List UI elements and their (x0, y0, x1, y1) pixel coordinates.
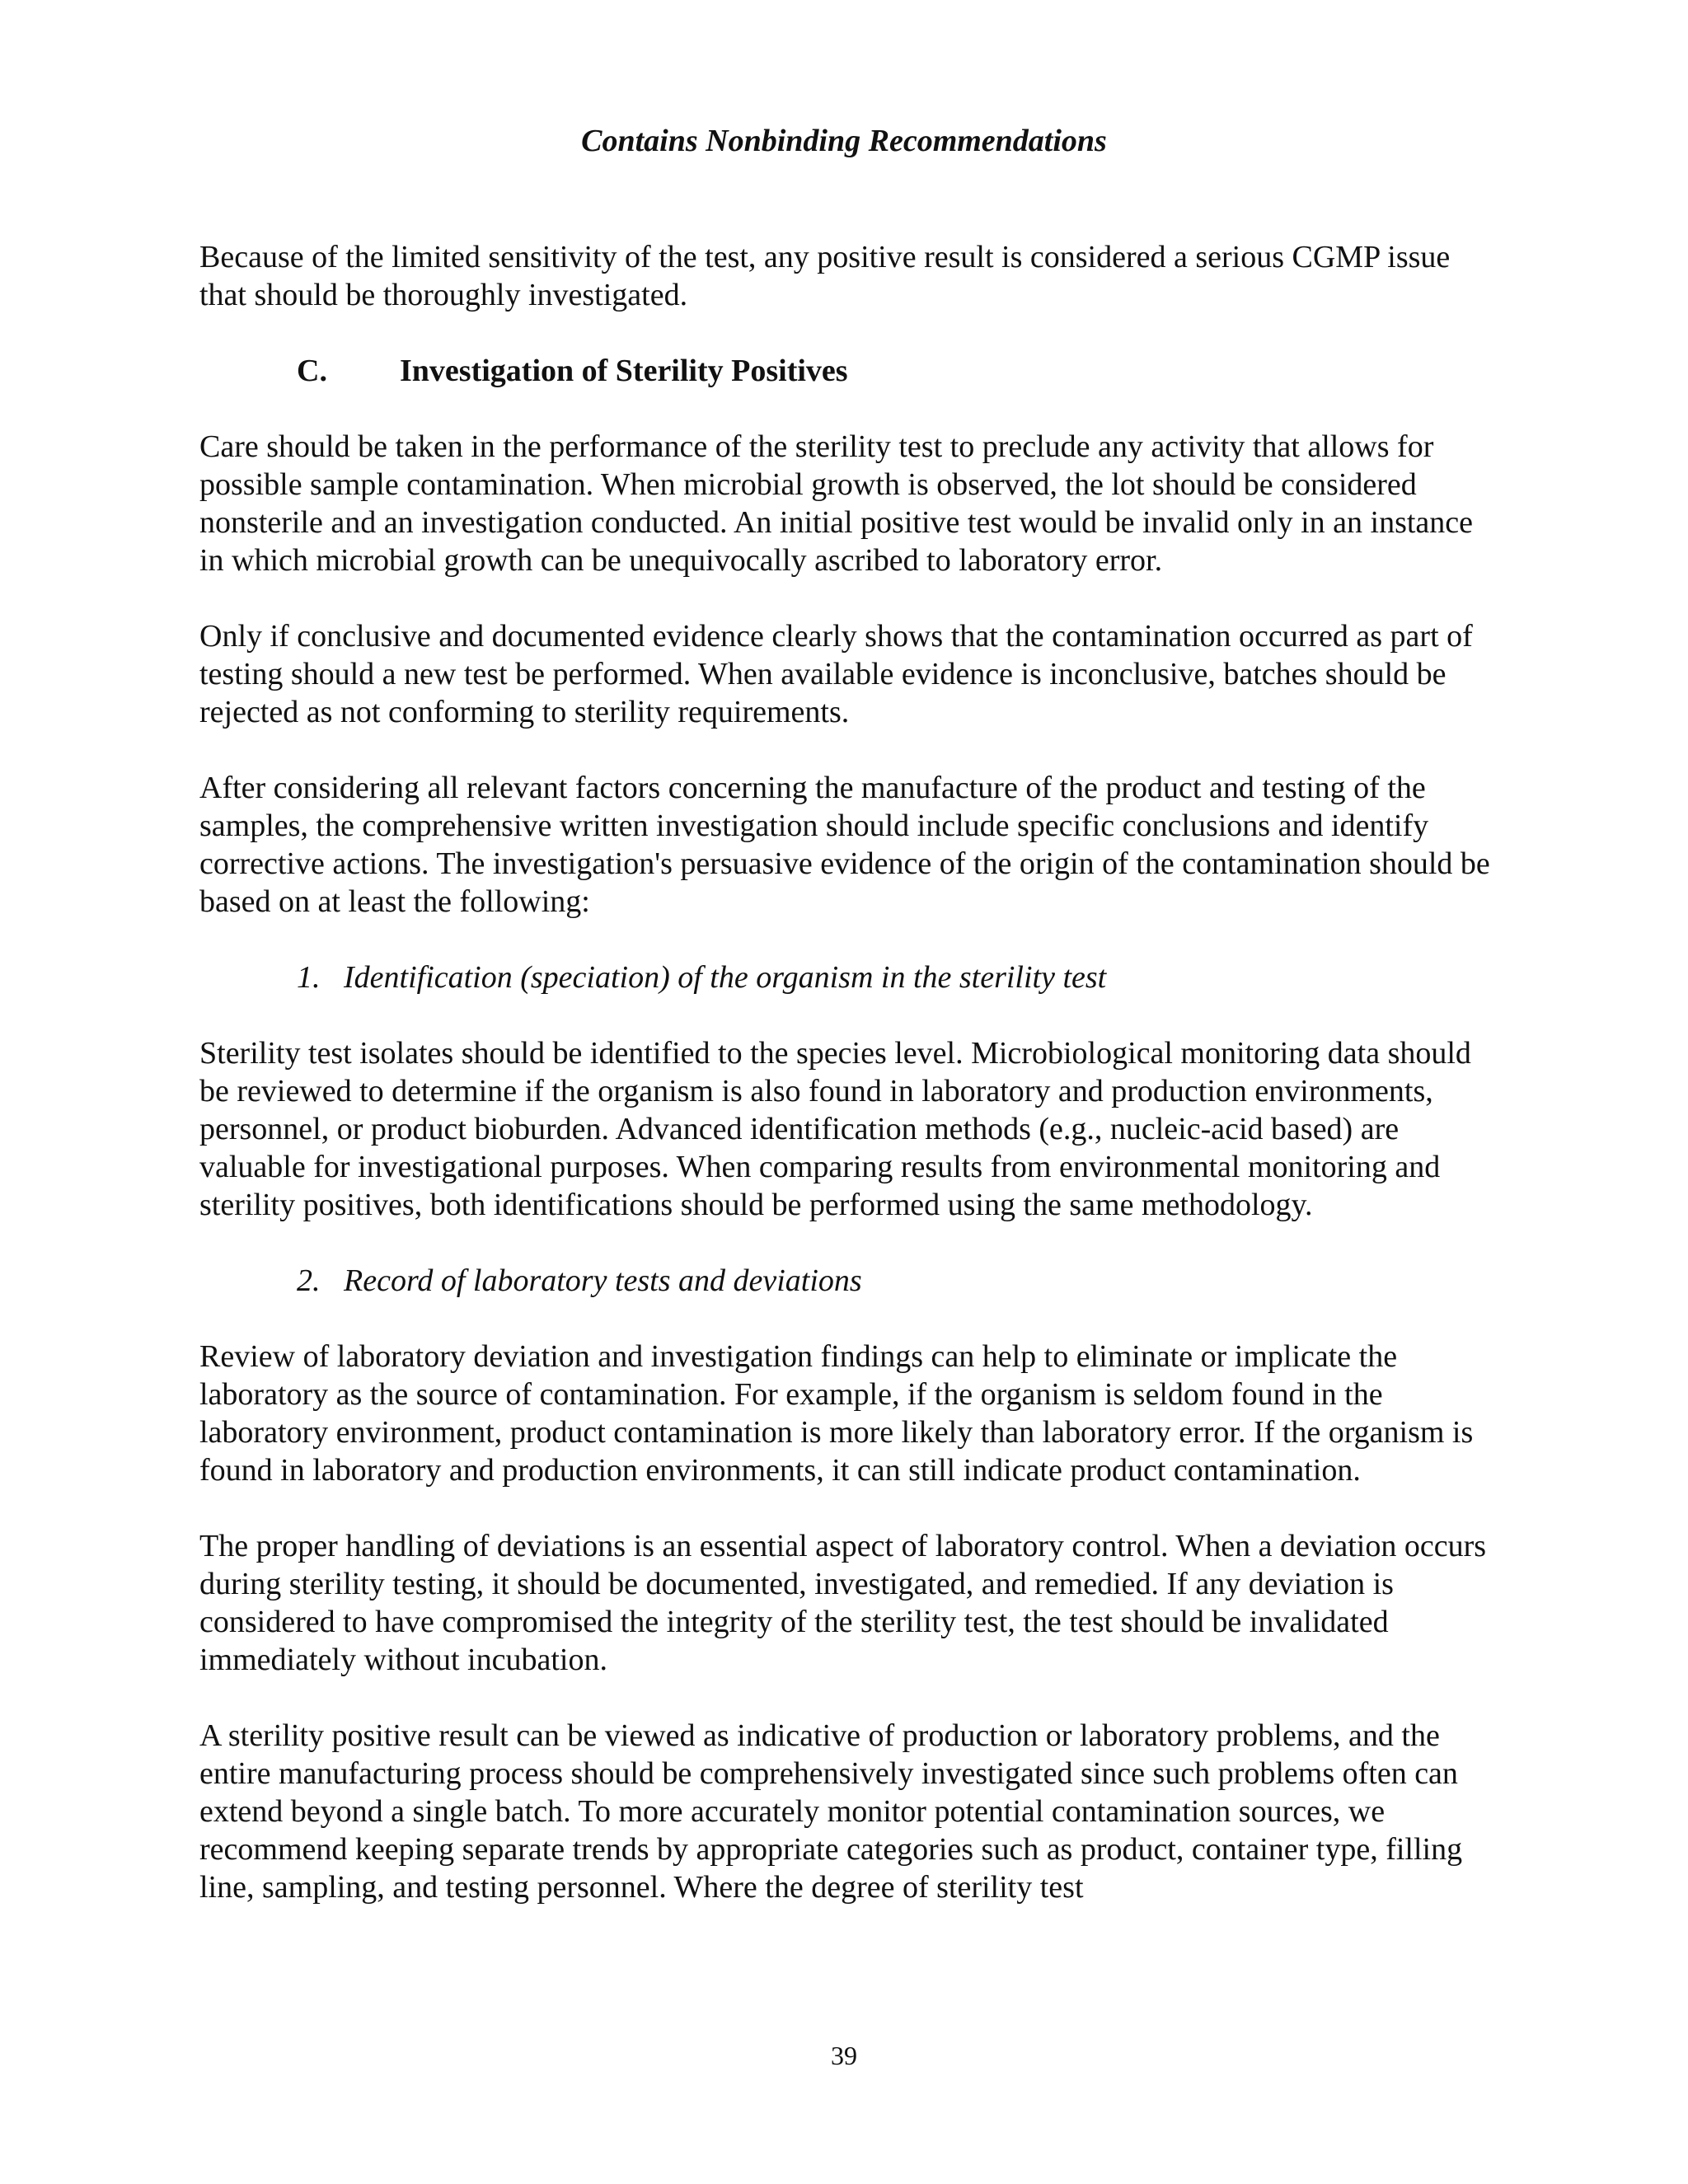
paragraph: After considering all relevant factors concerning the manufacture of the product and testing of the samples, the comprehensive written investigation should include specific conclusions and identify corrective actions. The investigation's persuasive evidence of the origin of the contamination should be based on at least the following: (199, 771, 1490, 919)
section-heading (199, 352, 1502, 390)
subsection-number: 1. (297, 960, 321, 995)
paragraph: Sterility test isolates should be identified to the species level. Microbiological monitoring data should be reviewed to determine if the organism is also found in laboratory and production environments, personnel, or product bioburden. Advanced identification methods (e.g., nucleic-acid based) are valuable for investigational purposes. When comparing results from environmental monitoring and sterility positives, both identifications should be performed using the same methodology. (199, 1036, 1471, 1222)
subsection-number: 2. (297, 1263, 321, 1298)
subsection-heading-1 (199, 958, 1502, 996)
section-title: Investigation of Sterility Positives (400, 354, 848, 388)
paragraph: Only if conclusive and documented evidence clearly shows that the contamination occurred as part of testing should a new test be performed. When available evidence is inconclusive, batches should be rejected as not conforming to sterility requirements. (199, 619, 1473, 729)
paragraph: Review of laboratory deviation and investigation findings can help to eliminate or implicate the laboratory as the source of contamination. For example, if the organism is seldom found in the laboratory environment, product contamination is more likely than laboratory error. If the organism is found in laboratory and production environments, it can still indicate product contamination. (199, 1339, 1474, 1488)
body-content (199, 238, 1502, 1944)
paragraph: A sterility positive result can be viewed as indicative of production or laboratory problems, and the entire manufacturing process should be comprehensively investigated since such problems often can extend beyond a single batch. To more accurately monitor potential contamination sources, we recommend keeping separate trends by appropriate categories such as product, container type, filling line, sampling, and testing personnel. Where the degree of sterility test (199, 1718, 1463, 1905)
page-header: Contains Nonbinding Recommendations (581, 124, 1107, 158)
subsection-heading-2 (199, 1262, 1502, 1300)
page-number: 39 (831, 2041, 857, 2070)
paragraph: Care should be taken in the performance of the sterility test to preclude any activity that allows for possible sample contamination. When microbial growth is observed, the lot should be considered nonsterile and an investigation conducted. An initial positive test would be invalid only in an instance in which microbial growth can be unequivocally ascribed to laboratory error. (199, 429, 1474, 578)
section-letter: C. (297, 354, 327, 388)
intro-paragraph: Because of the limited sensitivity of the test, any positive result is considered a serious CGMP issue that should be thoroughly investigated. (199, 240, 1451, 312)
paragraph: The proper handling of deviations is an essential aspect of laboratory control. When a deviation occurs during sterility testing, it should be documented, investigated, and remedied. If any deviation is considered to have compromised the integrity of the sterility test, the test should be invalidated immediately without incubation. (199, 1529, 1487, 1677)
subsection-title: Record of laboratory tests and deviations (344, 1263, 862, 1298)
subsection-title: Identification (speciation) of the organism in the sterility test (344, 960, 1107, 995)
